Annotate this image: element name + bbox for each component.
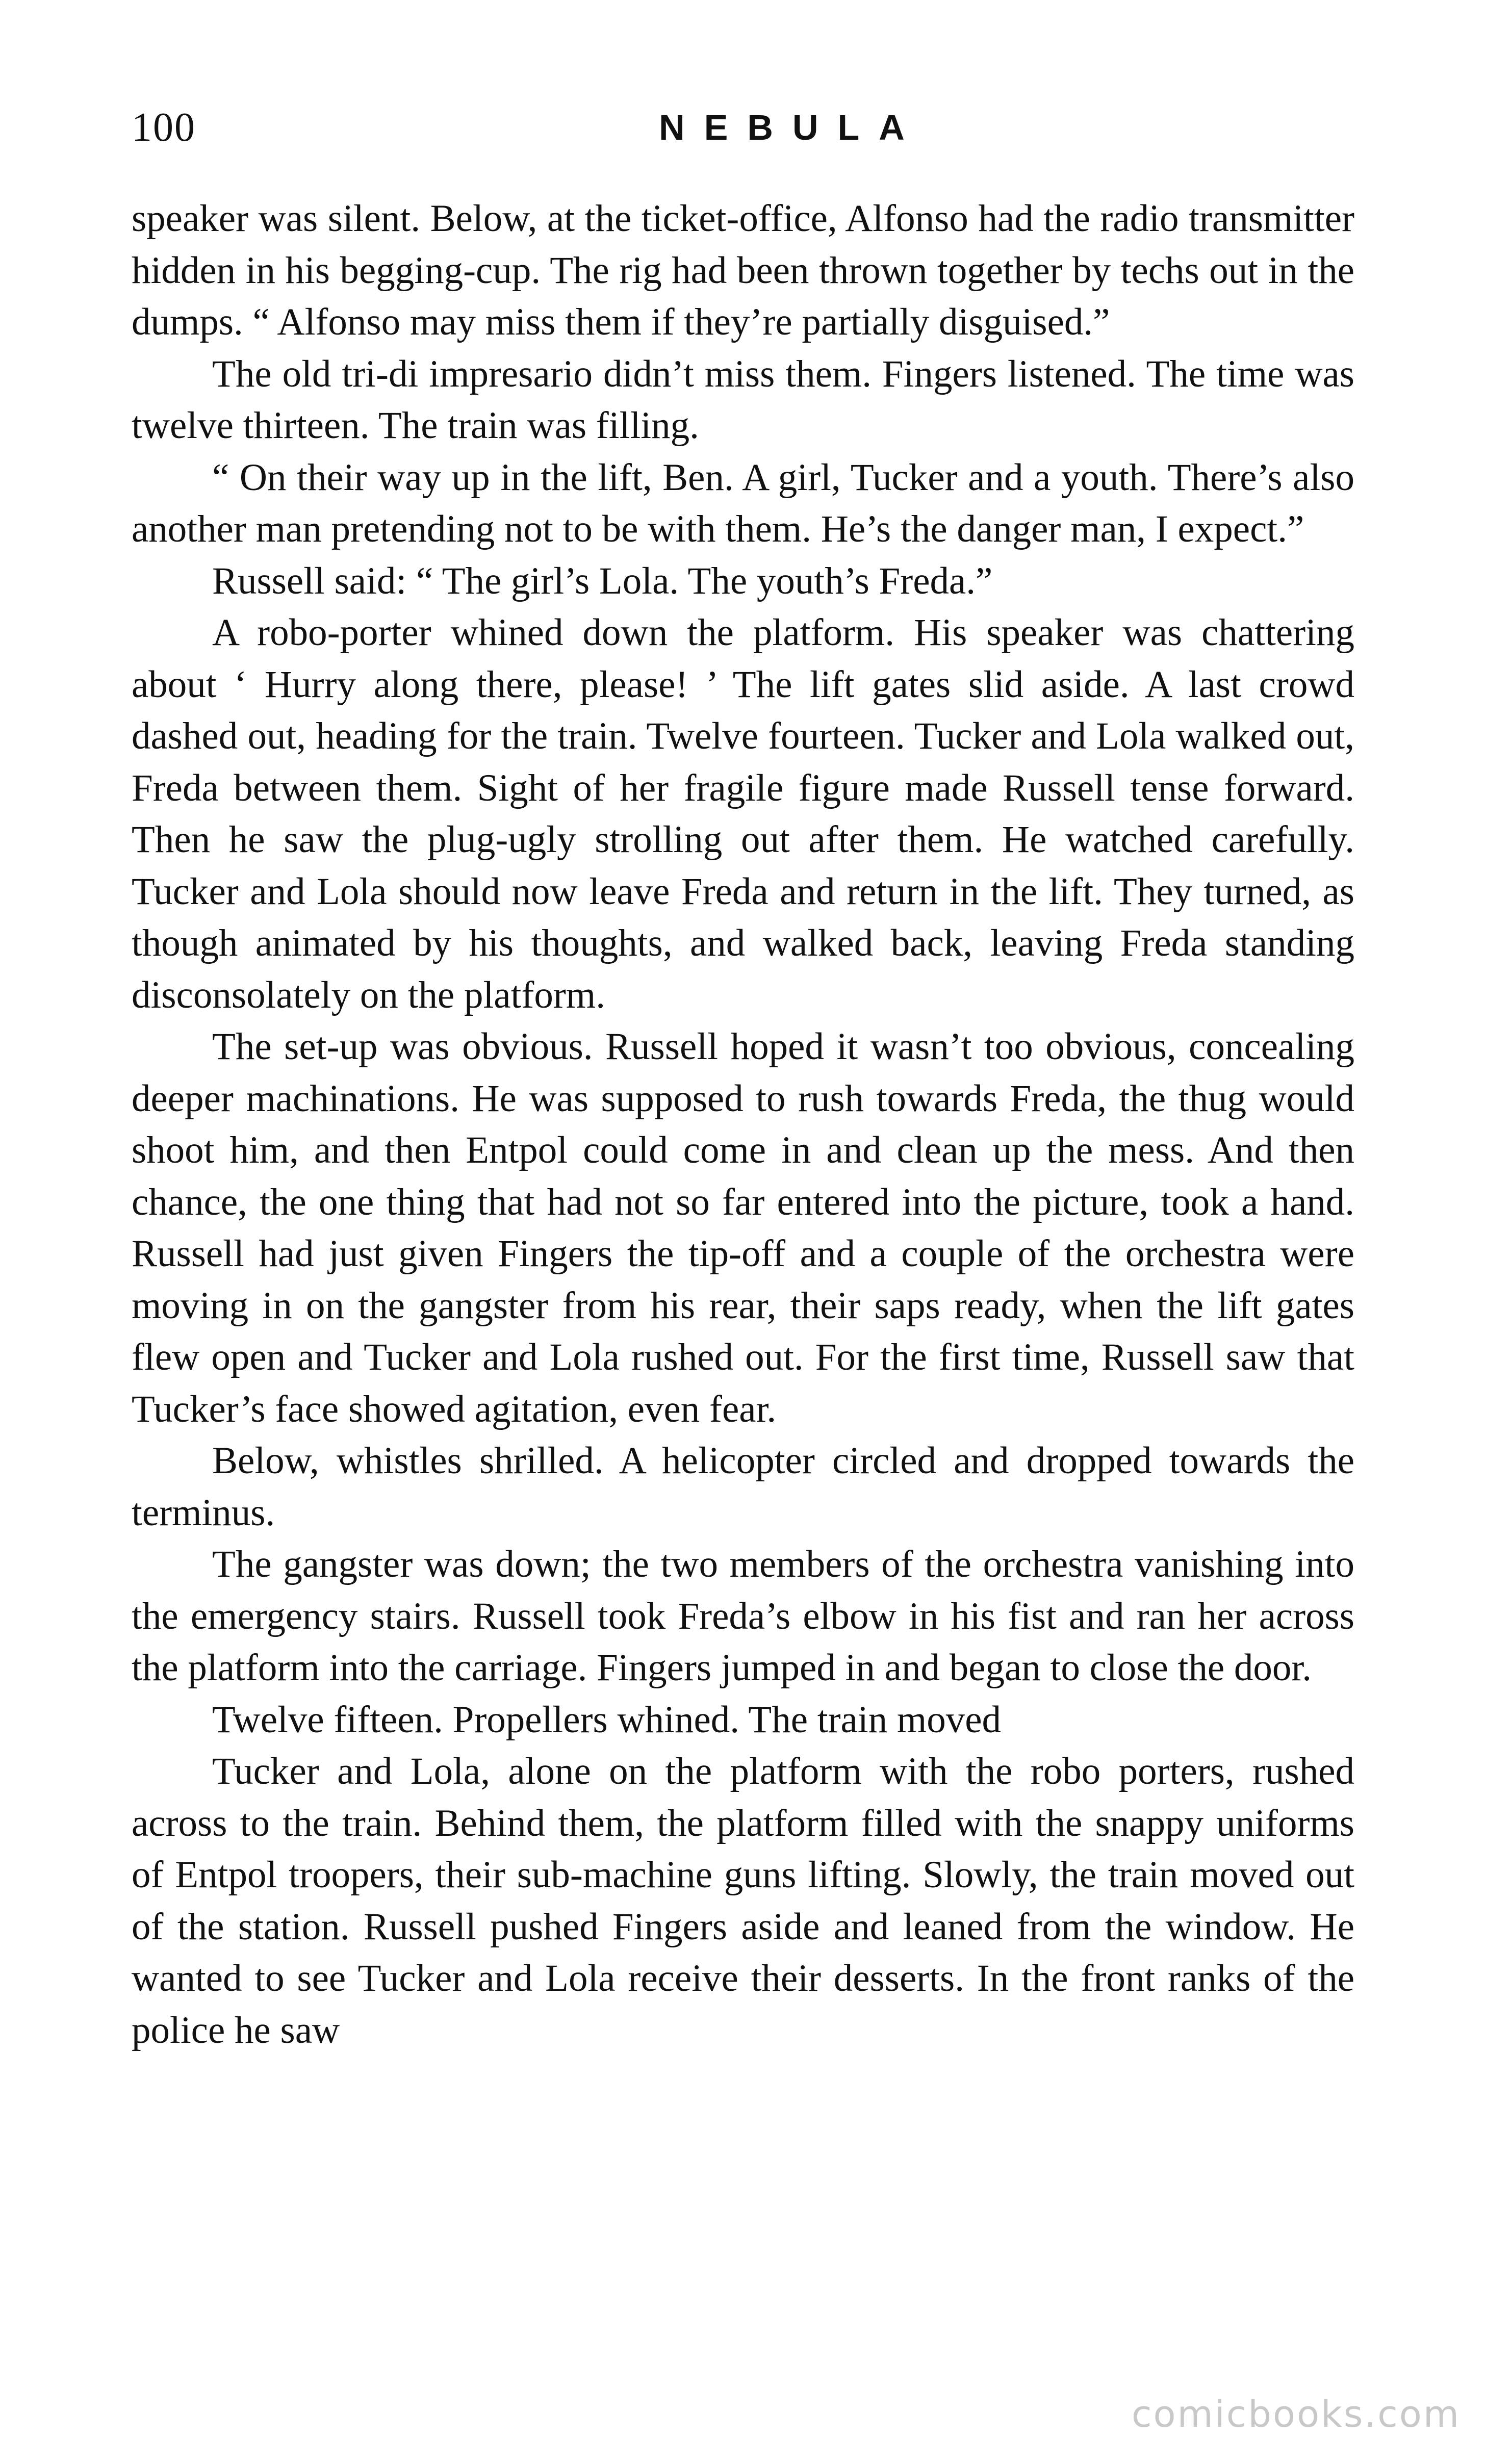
paragraph: Below, whistles shrilled. A helicopter circled and dropped towards the terminus. <box>132 1440 1354 1534</box>
page-number: 100 <box>132 105 196 150</box>
paragraph: Tucker and Lola, alone on the platform with the robo porters, rushed across to the train. Behind them, the platform filled with the snappy uniforms of Entpol troopers, their sub-machine guns lifting. Slowly, the train moved out of the station. Russell pushed Fingers aside and leaned from the window. He wanted to see Tucker and Lola receive their desserts. In the front ranks of the police he saw <box>132 1750 1354 2051</box>
paragraph: A robo-porter whined down the platform. His speaker was chattering about ‘ Hurry along there, please! ’ The lift gates slid aside. A last crowd dashed out, heading for the train. Twelve fourteen. Tucker and Lola walked out, Freda between them. Sight of her fragile figure made Russell tense forward. Then he saw the plug-ugly strolling out after them. He watched carefully. Tucker and Lola should now leave Freda and return in the lift. They turned, as though animated by his thoughts, and walked back, leaving Freda standing disconsolately on the platform. <box>132 611 1354 1016</box>
paragraph: The set-up was obvious. Russell hoped it wasn’t too obvious, concealing deeper machinations. He was supposed to rush towards Freda, the thug would shoot him, and then Entpol could come in and clean up the mess. And then chance, the one thing that had not so far entered into the picture, took a hand. Russell had just given Fingers the tip-off and a couple of the orchestra were moving in on the gangster from his rear, their saps ready, when the lift gates flew open and Tucker and Lola rushed out. For the first time, Russell saw that Tucker’s face showed agitation, even fear. <box>132 1025 1354 1430</box>
paragraph: speaker was silent. Below, at the ticket-office, Alfonso had the radio transmitter hidden in his begging-cup. The rig had been thrown together by techs out in the dumps. “ Alfonso may miss them if they’re partially disguised.” <box>132 197 1354 343</box>
magazine-title: NEBULA <box>659 108 924 147</box>
paragraph: The old tri-di impresario didn’t miss them. Fingers listened. The time was twelve thirteen. The train was filling. <box>132 352 1354 447</box>
paragraph: “ On their way up in the lift, Ben. A girl, Tucker and a youth. There’s also another man pretending not to be with them. He’s the danger man, I expect.” <box>132 456 1354 550</box>
running-head <box>132 97 1354 158</box>
paragraph: Twelve fifteen. Propellers whined. The train moved <box>212 1698 1002 1741</box>
paragraph: The gangster was down; the two members of the orchestra vanishing into the emergency stairs. Russell took Freda’s elbow in his fist and ran her across the platform into the carriage. Fingers jumped in and began to close the door. <box>132 1543 1354 1689</box>
paragraph: Russell said: “ The girl’s Lola. The youth’s Freda.” <box>212 559 993 602</box>
body-text <box>132 193 1354 2056</box>
watermark: comicbooks.com <box>1131 2393 1461 2435</box>
